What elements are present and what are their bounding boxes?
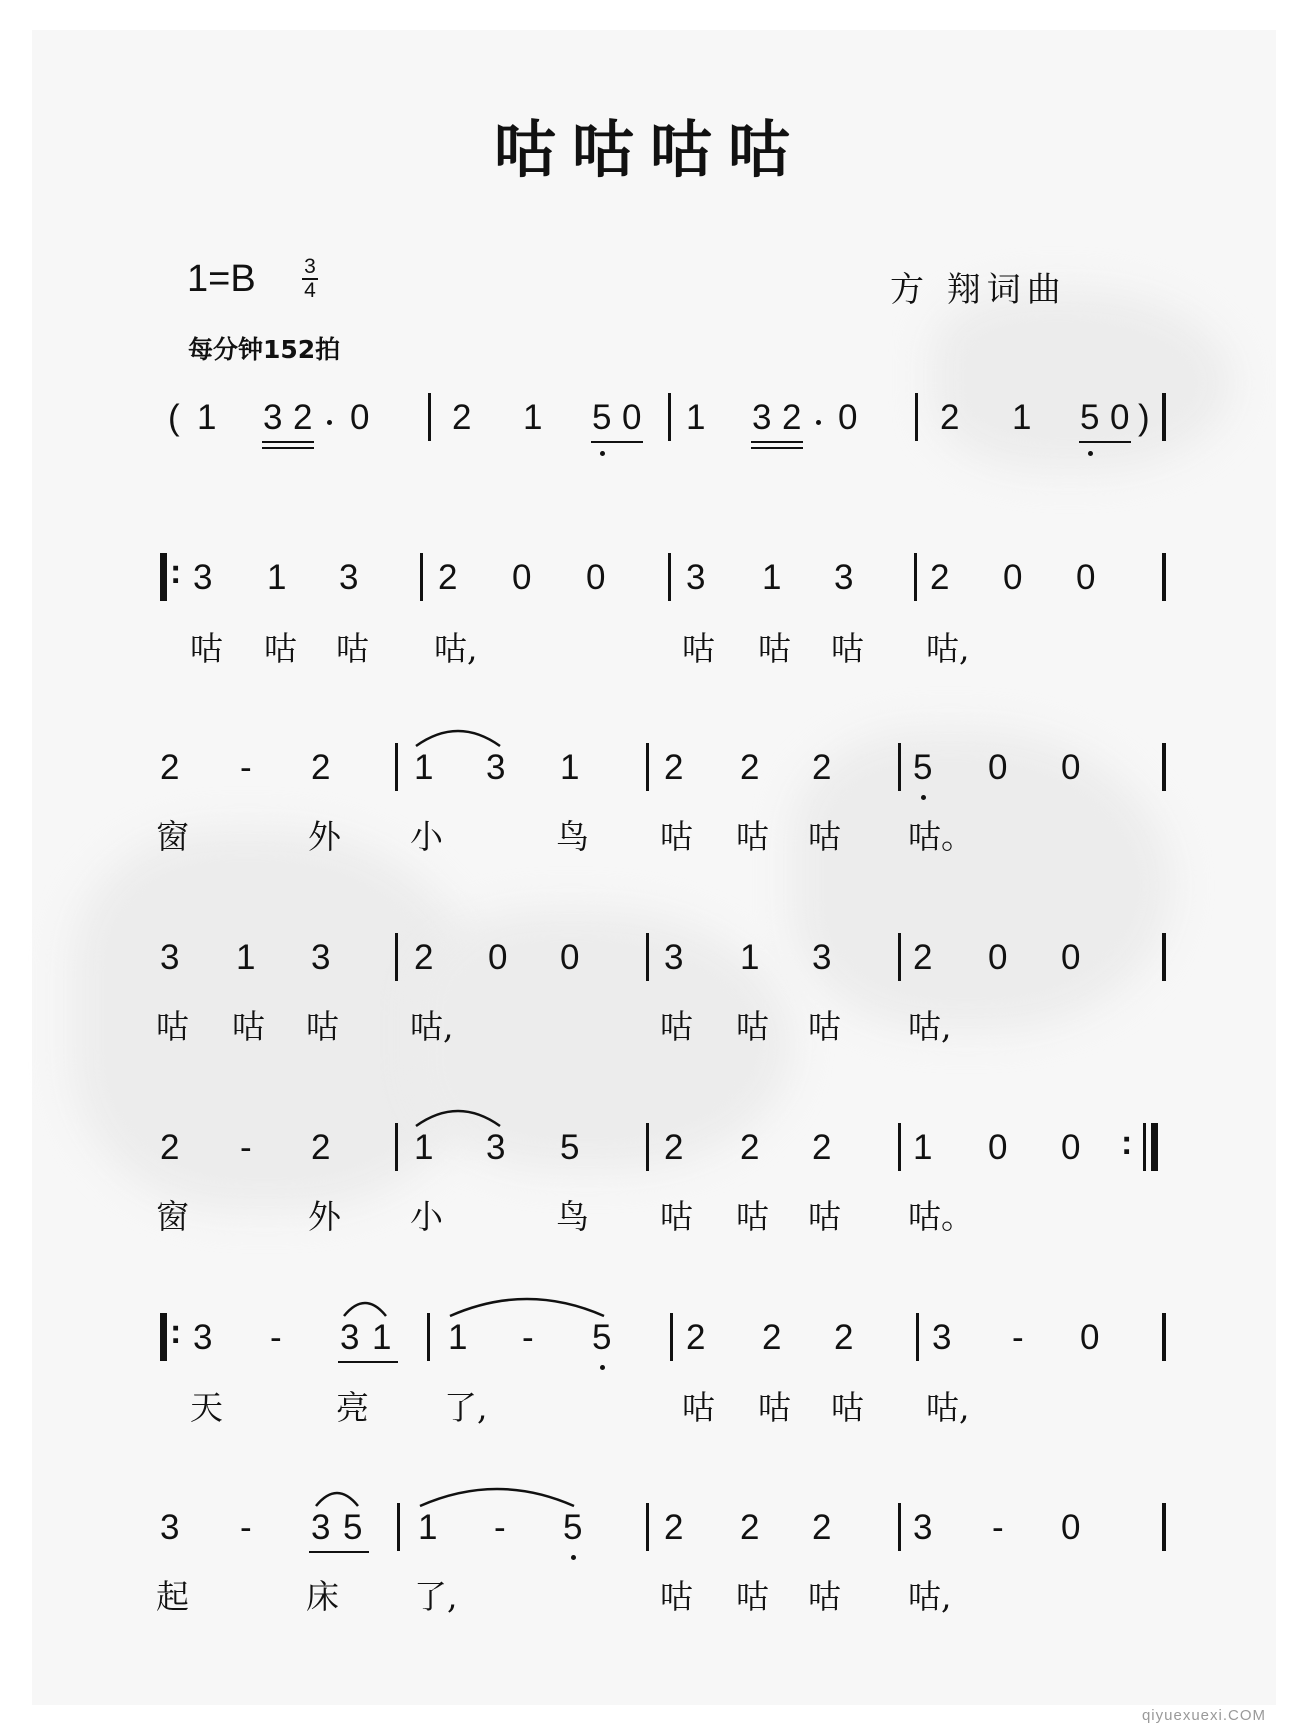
intro-close-paren: ) <box>1138 398 1150 437</box>
note: 0 <box>988 748 1008 787</box>
barline <box>898 933 901 981</box>
barline <box>668 393 671 441</box>
lyric: 了, <box>414 1577 458 1616</box>
barline <box>395 743 398 791</box>
note: 2 <box>834 1318 854 1357</box>
slur <box>312 1484 362 1510</box>
note: - <box>270 1318 282 1357</box>
note: 2 <box>664 1508 684 1547</box>
note: 2 <box>740 1128 760 1167</box>
barline <box>1162 553 1166 601</box>
note: 2 <box>438 558 458 597</box>
intro-note: 5 <box>592 398 612 437</box>
note: 2 <box>664 748 684 787</box>
lyric: 咕, <box>434 629 478 668</box>
lyric: 咕 <box>306 1007 339 1046</box>
note: 3 <box>193 1318 213 1357</box>
lyric: 咕, <box>908 1007 952 1046</box>
intro-note: 3 <box>752 398 772 437</box>
repeat-dots: : <box>1121 1124 1133 1162</box>
note: - <box>522 1318 534 1357</box>
lyric: 咕 <box>808 1577 841 1616</box>
underline <box>591 441 643 443</box>
underline <box>262 447 314 449</box>
note: 3 <box>160 1508 180 1547</box>
barline <box>1162 393 1166 441</box>
note: 0 <box>1003 558 1023 597</box>
note: 5 <box>563 1508 583 1547</box>
lyric: 窗 <box>156 1197 189 1236</box>
site-watermark: qiyuexuexi.COM <box>1141 1707 1266 1724</box>
tempo-marking: 每分钟152拍 <box>188 335 341 364</box>
barline <box>916 1313 919 1361</box>
underline <box>751 441 803 443</box>
repeat-end-barline <box>1151 1123 1158 1171</box>
low-octave-dot <box>921 795 926 800</box>
lyric: 咕 <box>232 1007 265 1046</box>
repeat-dots: : <box>170 1313 182 1351</box>
lyric: 咕。 <box>908 1197 974 1236</box>
note: 5 <box>560 1128 580 1167</box>
lyric: 小 <box>410 817 443 856</box>
note: 5 <box>343 1508 363 1547</box>
note: 0 <box>586 558 606 597</box>
lyric: 鸟 <box>556 817 589 856</box>
lyric: 咕 <box>660 1197 693 1236</box>
lyric: 咕 <box>736 1577 769 1616</box>
lyric: 咕。 <box>908 817 974 856</box>
underline <box>751 447 803 449</box>
underline <box>1079 441 1131 443</box>
intro-note: 0 <box>622 398 642 437</box>
note: 2 <box>414 938 434 977</box>
lyric: 了, <box>444 1388 488 1427</box>
note: - <box>240 748 252 787</box>
lyric: 咕 <box>808 1197 841 1236</box>
lyric: 咕 <box>831 1388 864 1427</box>
note: 0 <box>1061 748 1081 787</box>
barline <box>898 1123 901 1171</box>
slur <box>446 1290 608 1320</box>
note: - <box>494 1508 506 1547</box>
lyric: 外 <box>308 1197 341 1236</box>
note: 3 <box>932 1318 952 1357</box>
lyric: 咕 <box>736 1197 769 1236</box>
note: 3 <box>340 1318 360 1357</box>
repeat-start-barline <box>160 1313 167 1361</box>
lyric: 咕 <box>831 629 864 668</box>
note: 1 <box>913 1128 933 1167</box>
note: 2 <box>160 748 180 787</box>
note: 3 <box>311 938 331 977</box>
lyric: 天 <box>190 1388 223 1427</box>
intro-note: 2 <box>452 398 472 437</box>
lyric: 床 <box>306 1577 339 1616</box>
lyric: 咕 <box>682 629 715 668</box>
time-signature <box>302 256 318 302</box>
low-octave-dot <box>571 1555 576 1560</box>
barline <box>668 553 671 601</box>
lyric: 咕 <box>190 629 223 668</box>
intro-note: 3 <box>263 398 283 437</box>
note: 3 <box>664 938 684 977</box>
note: 1 <box>762 558 782 597</box>
barline <box>428 393 431 441</box>
note: 2 <box>160 1128 180 1167</box>
note: 0 <box>1061 938 1081 977</box>
note: 0 <box>988 938 1008 977</box>
barline <box>420 553 423 601</box>
note: 1 <box>740 938 760 977</box>
note: 2 <box>664 1128 684 1167</box>
intro-note: 0 <box>838 398 858 437</box>
intro-note: 5 <box>1080 398 1100 437</box>
barline <box>395 933 398 981</box>
lyric: 咕, <box>926 629 970 668</box>
note: 2 <box>812 1508 832 1547</box>
barline <box>646 743 649 791</box>
note: 3 <box>339 558 359 597</box>
barline <box>1162 933 1166 981</box>
augmentation-dot <box>327 420 332 425</box>
note: 2 <box>812 748 832 787</box>
slur <box>412 722 504 750</box>
intro-note: 2 <box>782 398 802 437</box>
intro-note: 1 <box>523 398 543 437</box>
note: 1 <box>414 748 434 787</box>
note: 0 <box>1061 1128 1081 1167</box>
note: 3 <box>834 558 854 597</box>
barline <box>397 1503 400 1551</box>
lyric: 窗 <box>156 817 189 856</box>
lyric: 咕 <box>736 817 769 856</box>
note: 2 <box>740 748 760 787</box>
lyric: 咕 <box>660 817 693 856</box>
slur <box>412 1102 504 1130</box>
barline <box>914 553 917 601</box>
lyric: 鸟 <box>556 1197 589 1236</box>
lyric: 起 <box>156 1577 189 1616</box>
lyric: 咕 <box>808 817 841 856</box>
note: - <box>240 1508 252 1547</box>
intro-note: 0 <box>350 398 370 437</box>
barline <box>646 1123 649 1171</box>
barline <box>1162 1503 1166 1551</box>
lyric: 咕, <box>908 1577 952 1616</box>
slur <box>340 1294 390 1320</box>
note: 2 <box>311 748 331 787</box>
barline <box>898 743 901 791</box>
barline <box>915 393 918 441</box>
barline <box>670 1313 673 1361</box>
note: 3 <box>812 938 832 977</box>
lyric: 咕 <box>758 629 791 668</box>
augmentation-dot <box>816 420 821 425</box>
lyric: 咕 <box>660 1007 693 1046</box>
note: 0 <box>988 1128 1008 1167</box>
note: 1 <box>560 748 580 787</box>
underline <box>262 441 314 443</box>
barline <box>646 933 649 981</box>
note: 3 <box>913 1508 933 1547</box>
barline <box>646 1503 649 1551</box>
note: 0 <box>560 938 580 977</box>
underline <box>338 1361 398 1363</box>
lyric: 咕 <box>682 1388 715 1427</box>
note: 0 <box>1061 1508 1081 1547</box>
note: 1 <box>372 1318 392 1357</box>
note: 2 <box>930 558 950 597</box>
note: - <box>992 1508 1004 1547</box>
lyric: 小 <box>410 1197 443 1236</box>
intro-note: 1 <box>1012 398 1032 437</box>
key-signature: 1=B <box>187 258 256 300</box>
intro-note: 1 <box>686 398 706 437</box>
intro-note: 2 <box>293 398 313 437</box>
note: 3 <box>486 1128 506 1167</box>
lyric: 咕 <box>264 629 297 668</box>
note: 0 <box>512 558 532 597</box>
lyric: 咕 <box>156 1007 189 1046</box>
note: 5 <box>913 748 933 787</box>
intro-note: 2 <box>940 398 960 437</box>
note: 0 <box>488 938 508 977</box>
lyric: 亮 <box>336 1388 369 1427</box>
note: 2 <box>812 1128 832 1167</box>
underline <box>309 1551 369 1553</box>
time-signature-top: 3 <box>304 255 316 278</box>
lyric: 咕 <box>758 1388 791 1427</box>
note: - <box>240 1128 252 1167</box>
lyric: 外 <box>308 817 341 856</box>
note: 3 <box>193 558 213 597</box>
song-title: 咕咕咕咕 <box>493 113 806 186</box>
repeat-start-barline <box>160 553 167 601</box>
note: - <box>1012 1318 1024 1357</box>
barline <box>898 1503 901 1551</box>
note: 5 <box>592 1318 612 1357</box>
time-signature-bottom: 4 <box>304 279 316 302</box>
lyric: 咕 <box>808 1007 841 1046</box>
note: 3 <box>160 938 180 977</box>
repeat-dots: : <box>170 553 182 591</box>
note: 3 <box>311 1508 331 1547</box>
lyric: 咕 <box>736 1007 769 1046</box>
barline <box>395 1123 398 1171</box>
note: 3 <box>686 558 706 597</box>
lyric: 咕, <box>410 1007 454 1046</box>
slur <box>416 1480 578 1510</box>
note: 2 <box>740 1508 760 1547</box>
low-octave-dot <box>600 451 605 456</box>
lyric: 咕 <box>660 1577 693 1616</box>
note: 2 <box>913 938 933 977</box>
note: 0 <box>1076 558 1096 597</box>
lyric: 咕, <box>926 1388 970 1427</box>
barline <box>1143 1123 1146 1171</box>
barline <box>1162 1313 1166 1361</box>
intro-note: 1 <box>197 398 217 437</box>
intro-open-paren: ( <box>168 398 180 437</box>
barline <box>1162 743 1166 791</box>
lyric: 咕 <box>336 629 369 668</box>
note: 1 <box>418 1508 438 1547</box>
note: 1 <box>414 1128 434 1167</box>
note: 2 <box>762 1318 782 1357</box>
low-octave-dot <box>600 1365 605 1370</box>
credit-line: 方 翔词曲 <box>890 270 1067 310</box>
note: 0 <box>1080 1318 1100 1357</box>
note: 1 <box>448 1318 468 1357</box>
note: 2 <box>686 1318 706 1357</box>
barline <box>427 1313 430 1361</box>
note: 1 <box>267 558 287 597</box>
note: 2 <box>311 1128 331 1167</box>
intro-note: 0 <box>1110 398 1130 437</box>
note: 3 <box>486 748 506 787</box>
note: 1 <box>236 938 256 977</box>
low-octave-dot <box>1088 451 1093 456</box>
